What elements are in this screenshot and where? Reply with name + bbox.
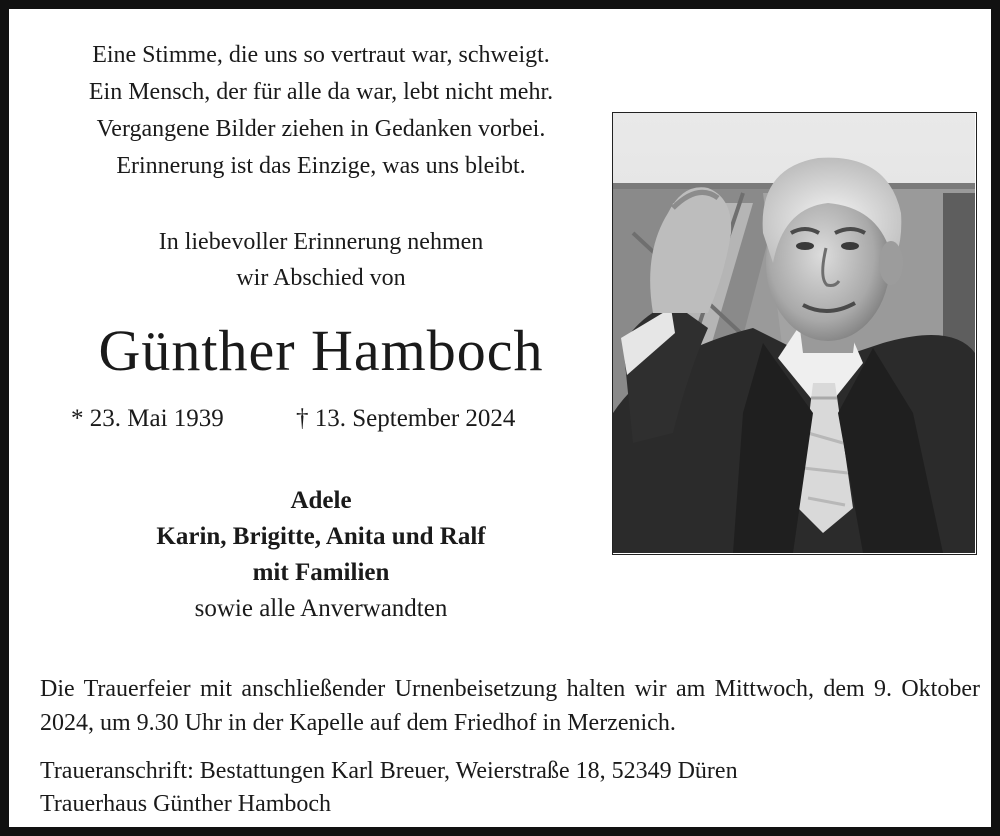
- poem-line: Eine Stimme, die uns so vertraut war, schweigt.: [92, 42, 550, 68]
- poem-line: Ein Mensch, der für alle da war, lebt nicht mehr.: [88, 79, 554, 105]
- portrait-image: [613, 113, 975, 553]
- relatives-line: sowie alle Anverwandten: [194, 595, 448, 622]
- mourning-house-line: Trauerhaus Günther Hamboch: [40, 791, 332, 817]
- mourner-line: Karin, Brigitte, Anita und Ralf: [156, 523, 486, 550]
- condolence-address: [40, 755, 980, 821]
- mourner-line: Adele: [290, 487, 352, 514]
- address-line: Traueranschrift: Bestattungen Karl Breuer, Weierstraße 18, 52349 Düren: [40, 758, 738, 784]
- deceased-name: Günther Hamboch: [98, 318, 544, 383]
- funeral-service-info: Die Trauerfeier mit anschließender Urnenbeisetzung halten wir am Mittwoch, dem 9. Oktober 2024, um 9.30 Uhr in der Kapelle auf dem Friedhof in Merzenich.: [40, 676, 980, 736]
- mourners-list: [31, 483, 611, 627]
- mourner-line: mit Familien: [252, 559, 390, 586]
- farewell-intro: [31, 224, 611, 296]
- poem-line: Vergangene Bilder ziehen in Gedanken vorbei.: [96, 116, 546, 142]
- portrait-photo: [612, 112, 977, 555]
- poem-line: Erinnerung ist das Einzige, was uns bleibt.: [116, 153, 526, 179]
- death-date: † 13. September 2024: [296, 405, 516, 432]
- memorial-poem: [31, 37, 611, 185]
- life-dates: [31, 399, 611, 439]
- intro-line: wir Abschied von: [236, 265, 406, 291]
- intro-line: In liebevoller Erinnerung nehmen: [158, 229, 484, 255]
- birth-date: * 23. Mai 1939: [71, 405, 224, 432]
